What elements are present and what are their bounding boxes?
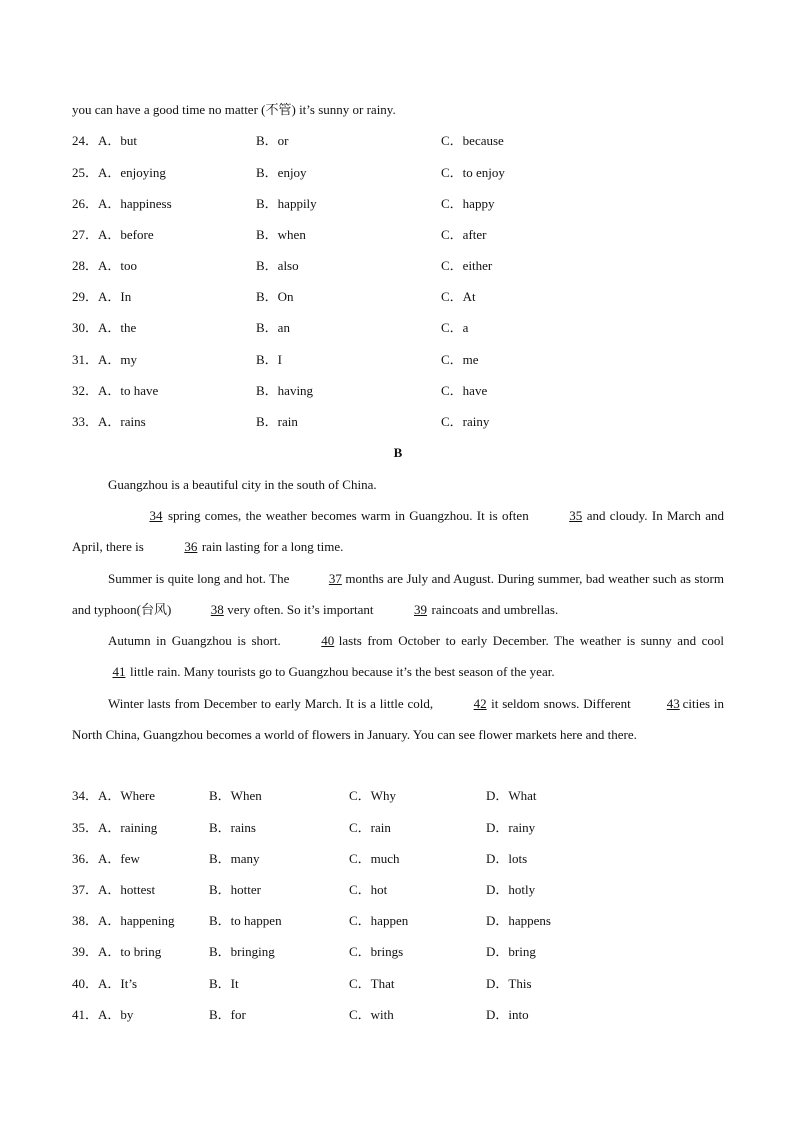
option-c[interactable]: C．That — [349, 976, 395, 991]
option-d[interactable]: D．What — [486, 788, 537, 803]
option-d[interactable]: D．bring — [486, 944, 536, 959]
option-b[interactable]: B．when — [256, 227, 306, 242]
option-a[interactable]: 39．A．to bring — [72, 944, 162, 959]
blank-42[interactable]: 42 — [473, 695, 487, 711]
option-d[interactable]: D．lots — [486, 851, 528, 866]
option-a[interactable]: 34．A．Where — [72, 788, 156, 803]
passage-paragraph-5: Winter lasts from December to early March. It is a little cold, 42 it seldom snows. Different 43 cities in North China, Guangzhou becomes a world of flowers in January. You can see flower markets here and there. — [72, 688, 724, 751]
option-c[interactable]: C．a — [441, 320, 469, 335]
blank-36[interactable]: 36 — [184, 539, 198, 555]
blank-43[interactable]: 43 — [666, 695, 680, 711]
passage-paragraph-3: Summer is quite long and hot. The 37 months are July and August. During summer, bad weather such as storm and typhoon(台风) 38 very often. So it’s important 39 raincoats and umbrellas. — [72, 563, 724, 626]
option-c[interactable]: C．brings — [349, 944, 404, 959]
option-c[interactable]: C．me — [441, 352, 479, 367]
question-row — [72, 350, 724, 370]
question-row — [72, 381, 724, 401]
option-b[interactable]: B．When — [209, 788, 262, 803]
option-c[interactable]: C．with — [349, 1007, 394, 1022]
option-b[interactable]: B．rains — [209, 820, 256, 835]
option-d[interactable]: D．into — [486, 1007, 529, 1022]
option-a[interactable]: 38．A．happening — [72, 913, 175, 928]
option-a[interactable]: 25．A．enjoying — [72, 164, 166, 180]
option-c[interactable]: C．happy — [441, 196, 495, 211]
option-a[interactable]: 28．A．too — [72, 258, 138, 273]
option-a[interactable]: 26．A．happiness — [72, 196, 172, 211]
option-b[interactable]: B．for — [209, 1007, 246, 1022]
option-c[interactable]: C．happen — [349, 913, 409, 928]
option-c[interactable]: C．because — [441, 133, 504, 148]
option-a[interactable]: 31．A．my — [72, 352, 138, 367]
option-c[interactable]: C．rain — [349, 820, 391, 835]
question-row — [72, 163, 724, 183]
question-row — [72, 412, 724, 432]
option-c[interactable]: C．rainy — [441, 414, 490, 429]
option-d[interactable]: D．This — [486, 976, 532, 991]
blank-41[interactable]: 41 — [112, 664, 126, 680]
option-b[interactable]: B．an — [256, 320, 290, 335]
question-row — [72, 911, 724, 931]
passage-paragraph-2: 34 spring comes, the weather becomes warm in Guangzhou. It is often 35 and cloudy. In March and April, there is 36 rain lasting for a long time. — [72, 500, 724, 563]
blank-37[interactable]: 37 — [328, 570, 342, 586]
blank-38[interactable]: 38 — [210, 601, 224, 617]
option-a[interactable]: 40．A．It’s — [72, 976, 138, 991]
option-b[interactable]: B．I — [256, 352, 283, 367]
blank-34[interactable]: 34 — [149, 508, 163, 523]
option-b[interactable]: B．bringing — [209, 944, 275, 959]
option-d[interactable]: D．happens — [486, 913, 551, 928]
option-a[interactable]: 30．A．the — [72, 320, 137, 335]
passage-paragraph-1: Guangzhou is a beautiful city in the south of China. — [108, 477, 377, 492]
option-d[interactable]: D．hotly — [486, 882, 536, 897]
option-a[interactable]: 27．A．before — [72, 227, 154, 242]
blank-39[interactable]: 39 — [414, 601, 428, 617]
question-row — [72, 786, 724, 806]
question-row — [72, 194, 724, 214]
option-a[interactable]: 36．A．few — [72, 851, 140, 866]
option-c[interactable]: C．hot — [349, 882, 388, 897]
option-b[interactable]: B．or — [256, 133, 289, 148]
question-row — [72, 287, 724, 307]
option-a[interactable]: 32．A．to have — [72, 383, 159, 398]
question-row — [72, 1005, 724, 1025]
option-a[interactable]: 41．A．by — [72, 1007, 134, 1022]
question-row — [72, 974, 724, 994]
option-c[interactable]: C．either — [441, 258, 493, 273]
option-c[interactable]: C．have — [441, 383, 488, 398]
question-row — [72, 849, 724, 869]
option-b[interactable]: B．to happen — [209, 913, 282, 928]
question-row — [72, 318, 724, 338]
option-b[interactable]: B．having — [256, 383, 314, 398]
option-a[interactable]: 33．A．rains — [72, 414, 146, 429]
section-b-heading: B — [393, 445, 403, 460]
option-b[interactable]: B．rain — [256, 414, 298, 429]
question-row — [72, 131, 724, 151]
option-c[interactable]: C．after — [441, 227, 487, 242]
option-b[interactable]: B．also — [256, 258, 299, 273]
blank-40[interactable]: 40 — [321, 633, 335, 648]
option-a[interactable]: 24．A．but — [72, 133, 138, 148]
question-row — [72, 256, 724, 276]
option-b[interactable]: B．happily — [256, 196, 317, 211]
option-c[interactable]: C．At — [441, 289, 476, 304]
option-c[interactable]: C．Why — [349, 788, 396, 803]
option-d[interactable]: D．rainy — [486, 820, 536, 835]
blank-35[interactable]: 35 — [569, 508, 583, 523]
option-a[interactable]: 37．A．hottest — [72, 882, 156, 897]
option-b[interactable]: B．On — [256, 289, 294, 304]
option-b[interactable]: B．enjoy — [256, 164, 307, 180]
option-a[interactable]: 29．A．In — [72, 289, 132, 304]
option-b[interactable]: B．many — [209, 851, 260, 866]
option-c[interactable]: C．much — [349, 851, 400, 866]
option-c[interactable]: C．to enjoy — [441, 164, 505, 180]
question-row — [72, 818, 724, 838]
question-row — [72, 942, 724, 962]
passage-paragraph-4: Autumn in Guangzhou is short. 40 lasts from October to early December. The weather is sunny and cool41 little rain. Many tourists go to Guangzhou because it’s the best season of the year. — [72, 625, 724, 688]
intro-line: you can have a good time no matter (不管) it’s sunny or rainy. — [72, 102, 396, 117]
option-a[interactable]: 35．A．raining — [72, 820, 158, 835]
option-b[interactable]: B．It — [209, 976, 239, 991]
option-b[interactable]: B．hotter — [209, 882, 261, 897]
question-row — [72, 880, 724, 900]
question-row — [72, 225, 724, 245]
